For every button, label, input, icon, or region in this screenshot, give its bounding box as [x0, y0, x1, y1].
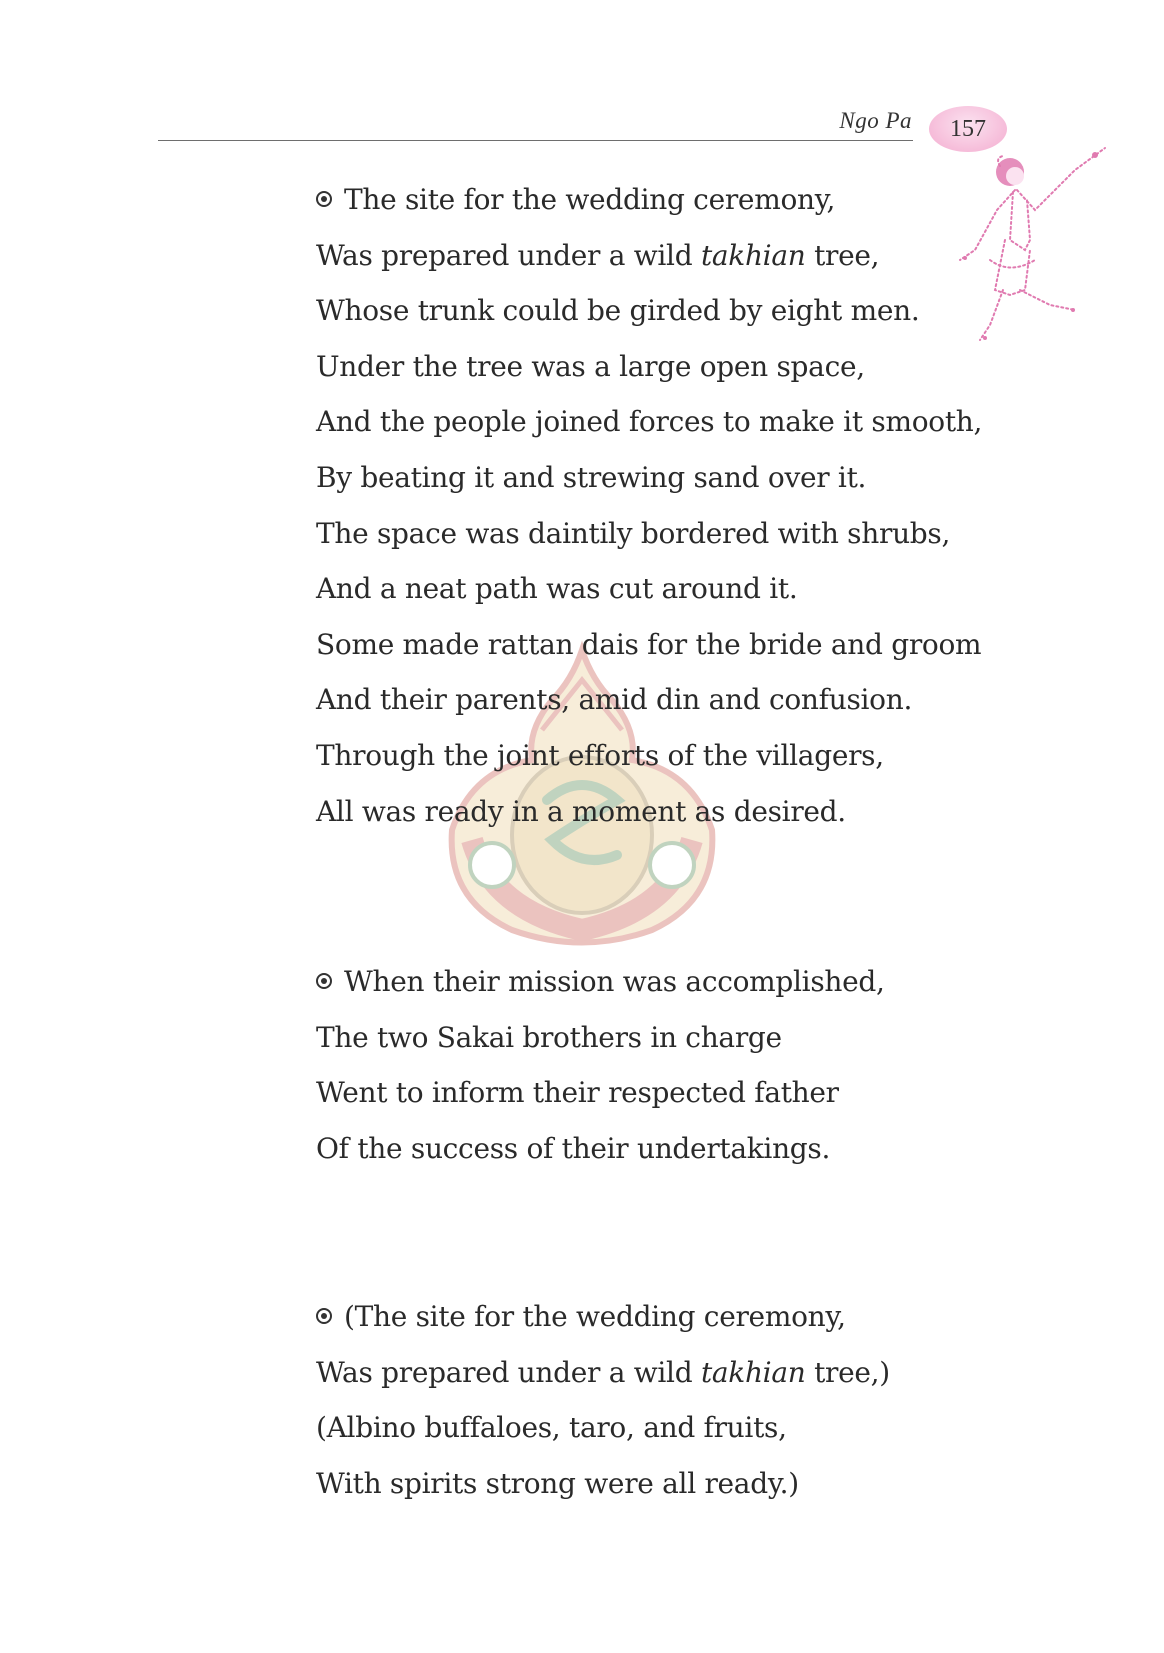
- verse-line: Whose trunk could be girded by eight men.: [316, 294, 920, 328]
- verse-line: Some made rattan dais for the bride and groom: [316, 627, 982, 661]
- verse-line: The space was daintily bordered with shrubs,: [316, 516, 951, 550]
- verse-line: (The site for the wedding ceremony,: [316, 1289, 890, 1345]
- circle-bullet-icon: [316, 191, 332, 207]
- italic-term: takhian: [700, 238, 806, 272]
- verse-line: And the people joined forces to make it smooth,: [316, 405, 983, 439]
- verse-line: The two Sakai brothers in charge: [316, 1020, 782, 1054]
- verse-line: The site for the wedding ceremony,: [316, 172, 982, 228]
- verse-line: When their mission was accomplished,: [316, 954, 885, 1010]
- page-number: 157: [950, 115, 986, 142]
- running-title: Ngo Pa: [839, 108, 912, 133]
- header-rule: [158, 140, 913, 141]
- stanza-2: [316, 954, 885, 1176]
- verse-line: Under the tree was a large open space,: [316, 349, 865, 383]
- verse-line: All was ready in a moment as desired.: [316, 794, 846, 828]
- verse-line: Of the success of their undertakings.: [316, 1131, 831, 1165]
- verse-line: Was prepared under a wild takhian tree,: [316, 238, 880, 272]
- verse-line: Through the joint efforts of the villagers,: [316, 738, 884, 772]
- stanza-3: [316, 1289, 890, 1511]
- circle-bullet-icon: [316, 973, 332, 989]
- circle-bullet-icon: [316, 1308, 332, 1324]
- verse-line: Went to inform their respected father: [316, 1076, 839, 1110]
- verse-line: (Albino buffaloes, taro, and fruits,: [316, 1411, 787, 1445]
- verse-line: By beating it and strewing sand over it.: [316, 460, 867, 494]
- italic-term: takhian: [700, 1355, 806, 1389]
- stanza-1: [316, 172, 982, 839]
- verse-line: Was prepared under a wild takhian tree,): [316, 1355, 890, 1389]
- verse-line: And their parents, amid din and confusion.: [316, 683, 913, 717]
- verse-line: With spirits strong were all ready.): [316, 1466, 799, 1500]
- verse-line: And a neat path was cut around it.: [316, 572, 798, 606]
